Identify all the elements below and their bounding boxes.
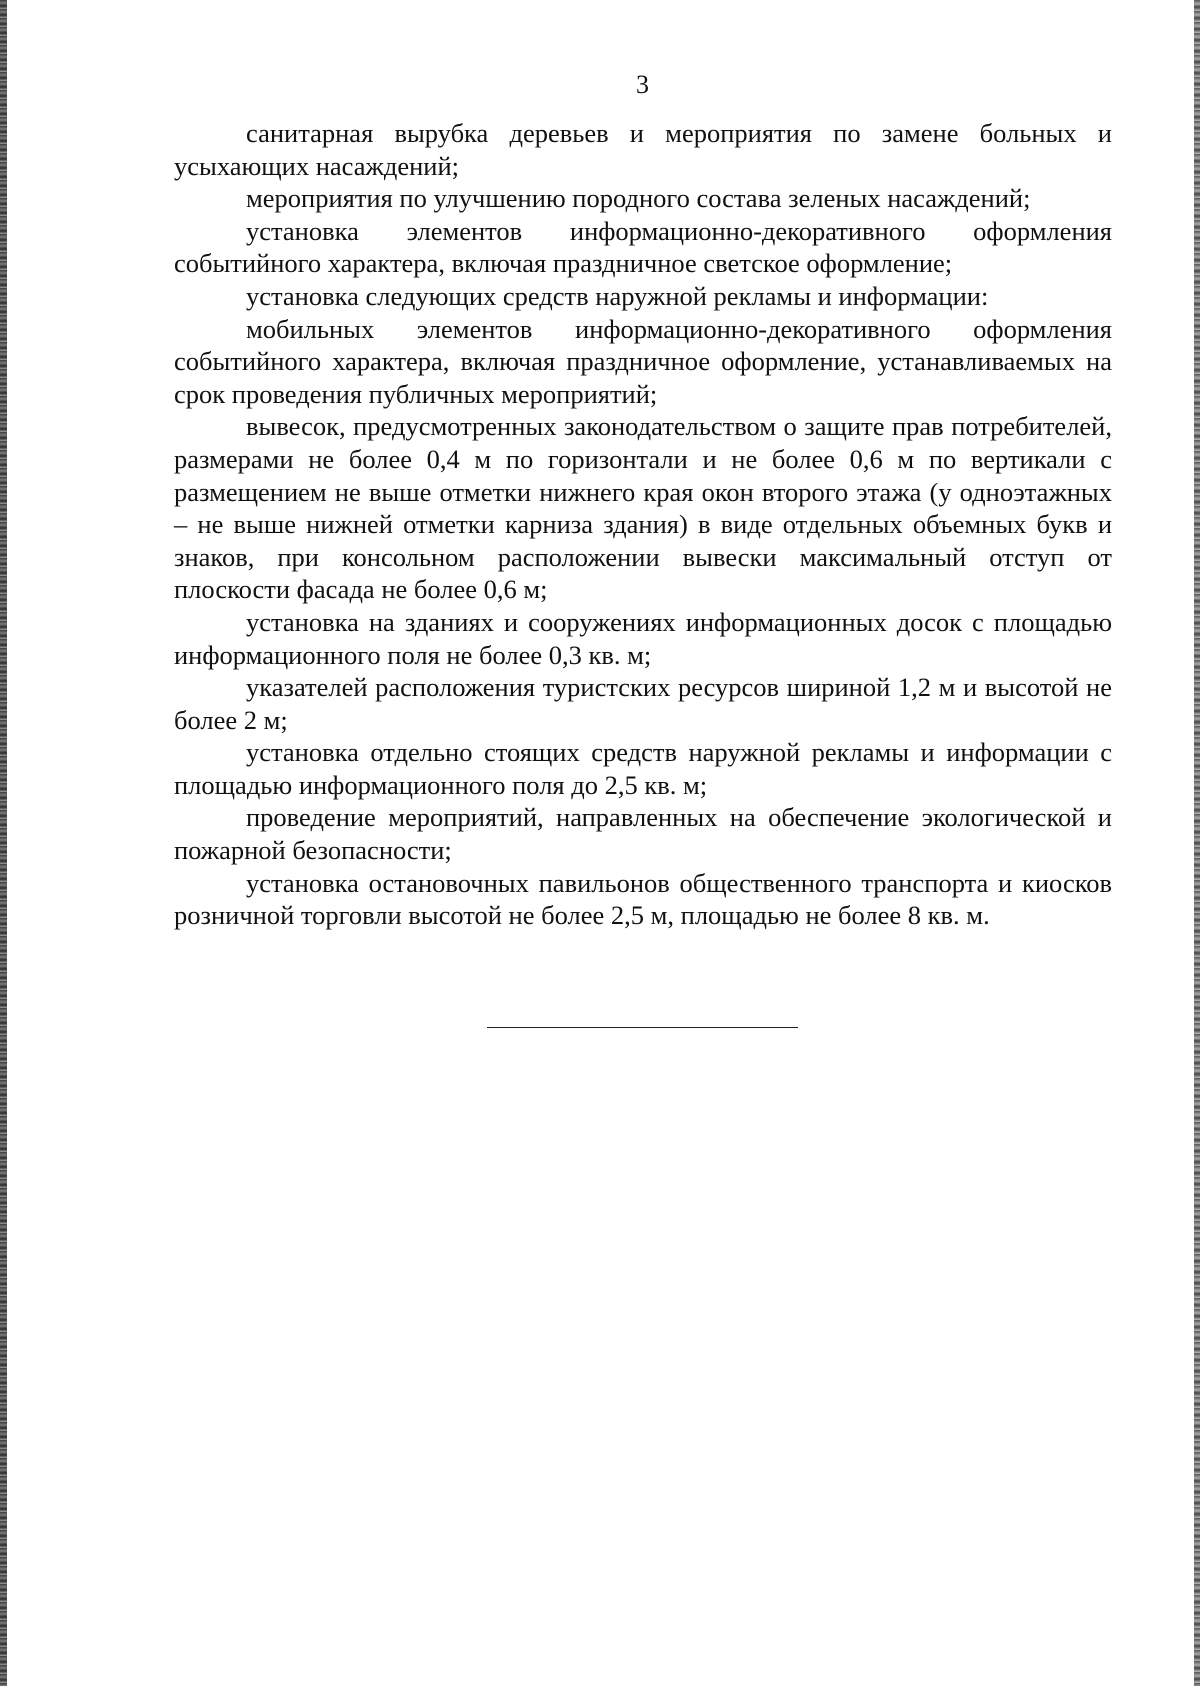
paragraph-decorative-elements: установка элементов информационно-декоративного оформления событийного характера, включая праздничное светское оформление; xyxy=(174,215,1112,279)
document-body xyxy=(174,117,1112,932)
paragraph-signboards: вывесок, предусмотренных законодательством о защите прав потребителей, размерами не более 0,4 м по горизонтали и не более 0,6 м по вертикали с размещением не выше отметки нижнего края окон второго этажа (у одноэтажных – не выше нижней отметки карниза здания) в виде отдельных объемных букв и знаков, при консольном расположении вывески максимальный отступ от плоскости фасада не более 0,6 м; xyxy=(174,411,1112,605)
closing-divider-line xyxy=(487,1027,798,1028)
page-number: 3 xyxy=(636,70,649,99)
paragraph-pavilions-kiosks: установка остановочных павильонов общественного транспорта и киосков розничной торговли высотой не более 2,5 м, площадью не более 8 кв. м. xyxy=(174,867,1112,931)
scan-edge-left xyxy=(0,0,7,1686)
paragraph-information-boards: установка на зданиях и сооружениях информационных досок с площадью информационного поля не более 0,3 кв. м; xyxy=(174,606,1112,670)
paragraph-tourist-signs: указателей расположения туристских ресурсов шириной 1,2 м и высотой не более 2 м; xyxy=(174,672,1112,735)
paragraph-safety-measures: проведение мероприятий, направленных на обеспечение экологической и пожарной безопасности; xyxy=(174,802,1112,866)
paragraph-sanitary-felling: санитарная вырубка деревьев и мероприятия по замене больных и усыхающих насаждений; xyxy=(174,118,1112,181)
scan-edge-right xyxy=(1194,0,1200,1686)
paragraph-advertising-intro: установка следующих средств наружной рекламы и информации: xyxy=(246,280,989,311)
paragraph-standalone-advertising: установка отдельно стоящих средств наружной рекламы и информации с площадью информационного поля до 2,5 кв. м; xyxy=(174,737,1112,800)
paragraph-mobile-elements: мобильных элементов информационно-декоративного оформления событийного характера, включая праздничное оформление, устанавливаемых на срок проведения публичных мероприятий; xyxy=(174,313,1112,409)
paragraph-species-composition: мероприятия по улучшению породного состава зеленых насаждений; xyxy=(246,183,1031,214)
